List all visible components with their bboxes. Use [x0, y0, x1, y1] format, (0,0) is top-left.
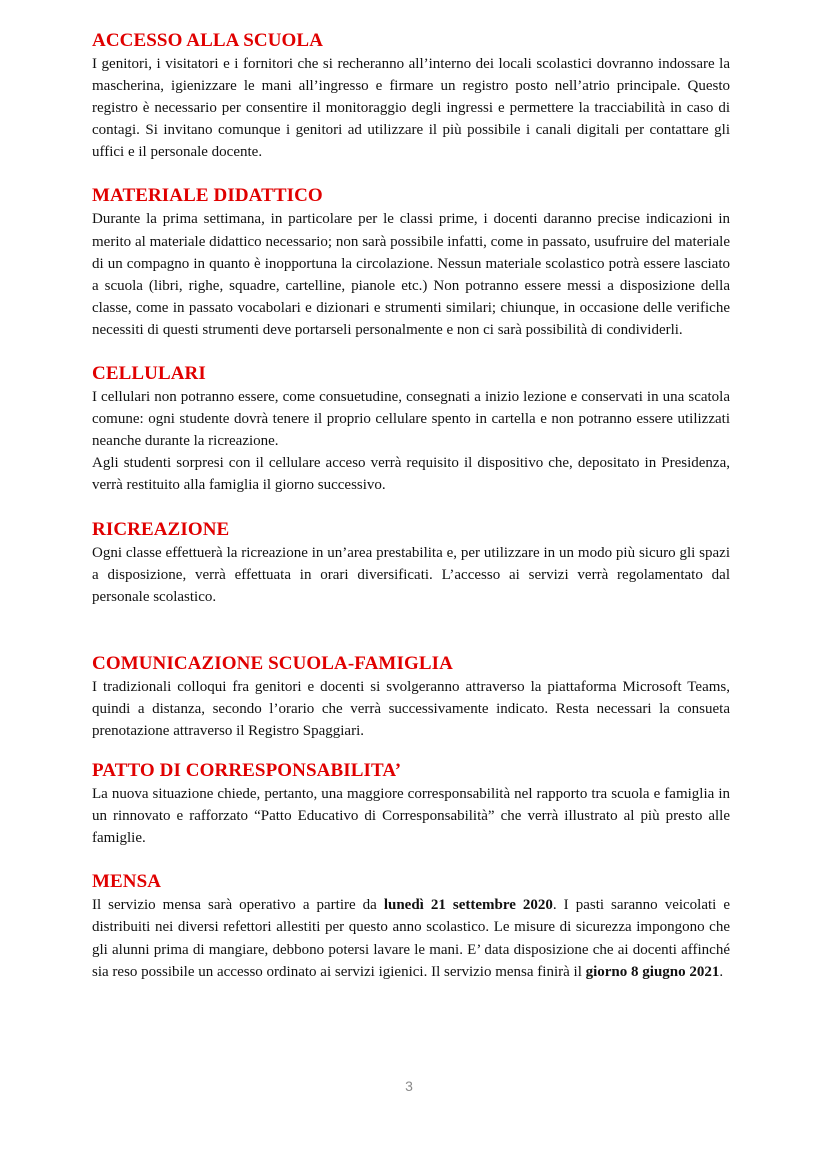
section-heading: CELLULARI — [92, 363, 206, 385]
mensa-end-date: giorno 8 giugno 2021 — [585, 963, 720, 980]
mensa-start-date: lunedì 21 settembre 2020 — [383, 897, 553, 914]
section-materiale — [92, 184, 730, 341]
mensa-text-3: . — [719, 963, 724, 980]
section-paragraph — [92, 894, 730, 982]
section-comunicazione — [92, 652, 730, 742]
section-paragraph: Durante la prima settimana, in particolare per le classi prime, i docenti daranno precise indicazioni in merito al materiale didattico necessario; non sarà possibile infatti, come in passato, usufruire del materiale di un compagno in quanto è inopportuna la circolazione. Nessun materiale scolastico potrà essere lasciato a scuola (libri, righe, squadre, cartelline, pianole etc.) Non potranno essere messi a disposizione della classe, come in passato vocabolari e dizionari e strumenti similari; chiunque, in occasione delle verifiche necessiti di questi strumenti deve portarseli personalmente e non ci sarà possibilità di condividerli. — [92, 211, 730, 338]
section-paragraph: I tradizionali colloqui fra genitori e docenti si svolgeranno attraverso la piattaforma Microsoft Teams, quindi a distanza, secondo l’orario che verrà successivamente indicato. Resta necessari la consueta prenotazione attraverso il Registro Spaggiari. — [92, 678, 730, 739]
section-paragraph: Ogni classe effettuerà la ricreazione in un’area prestabilita e, per utilizzare in un modo più sicuro gli spazi a disposizione, verrà effettuata in orari diversificati. L’accesso ai servizi verrà regolamentato dal personale scolastico. — [92, 544, 730, 605]
section-heading: MATERIALE DIDATTICO — [92, 185, 323, 207]
section-heading: PATTO DI CORRESPONSABILITA’ — [92, 760, 402, 782]
section-patto — [92, 759, 730, 849]
document-body — [92, 29, 730, 983]
section-paragraph: La nuova situazione chiede, pertanto, una maggiore corresponsabilità nel rapporto tra scuola e famiglia in un rinnovato e rafforzato “Patto Educativo di Corresponsabilità” che verrà illustrato al più presto alle famiglie. — [92, 786, 730, 847]
section-paragraph: I genitori, i visitatori e i fornitori che si recheranno all’interno dei locali scolastici dovranno indossare la mascherina, igienizzare le mani all’ingresso e firmare un registro posto nell’atrio principale. Questo registro è necessario per consentire il monitoraggio degli ingressi e permettere la tracciabilità in caso di contagi. Si invitano comunque i genitori ad utilizzare il più possibile i canali digitali per contattare gli uffici e il personale docente. — [92, 56, 730, 161]
section-ricreazione — [92, 518, 730, 608]
section-heading: COMUNICAZIONE SCUOLA-FAMIGLIA — [92, 652, 453, 674]
section-heading: RICREAZIONE — [92, 518, 230, 540]
section-heading: MENSA — [92, 871, 162, 893]
page-number: 3 — [405, 1078, 413, 1094]
section-paragraph: I cellulari non potranno essere, come consuetudine, consegnati a inizio lezione e conservati in una scatola comune: ogni studente dovrà tenere il proprio cellulare spento in cartella e non potranno essere utilizzati neanche durante la ricreazione. — [92, 389, 730, 450]
mensa-text-2: . I pasti saranno veicolati e distribuiti nei diversi refettori allestiti per questo anno scolastico. Le misure di sicurezza impongono che gli alunni prima di mangiare, debbono potersi lavare le mani. E’ data disposizione che ai docenti affinché sia reso possibile un accesso ordinato ai servizi igienici. Il servizio mensa finirà il — [92, 897, 731, 980]
section-heading: ACCESSO ALLA SCUOLA — [92, 30, 324, 51]
section-paragraph: Agli studenti sorpresi con il cellulare acceso verrà requisito il dispositivo che, depositato in Presidenza, verrà restituito alla famiglia il giorno successivo. — [92, 455, 730, 494]
mensa-text-1: Il servizio mensa sarà operativo a partire da — [92, 897, 384, 914]
section-mensa — [92, 870, 730, 982]
section-accesso — [92, 29, 730, 163]
section-cellulari — [92, 362, 730, 496]
